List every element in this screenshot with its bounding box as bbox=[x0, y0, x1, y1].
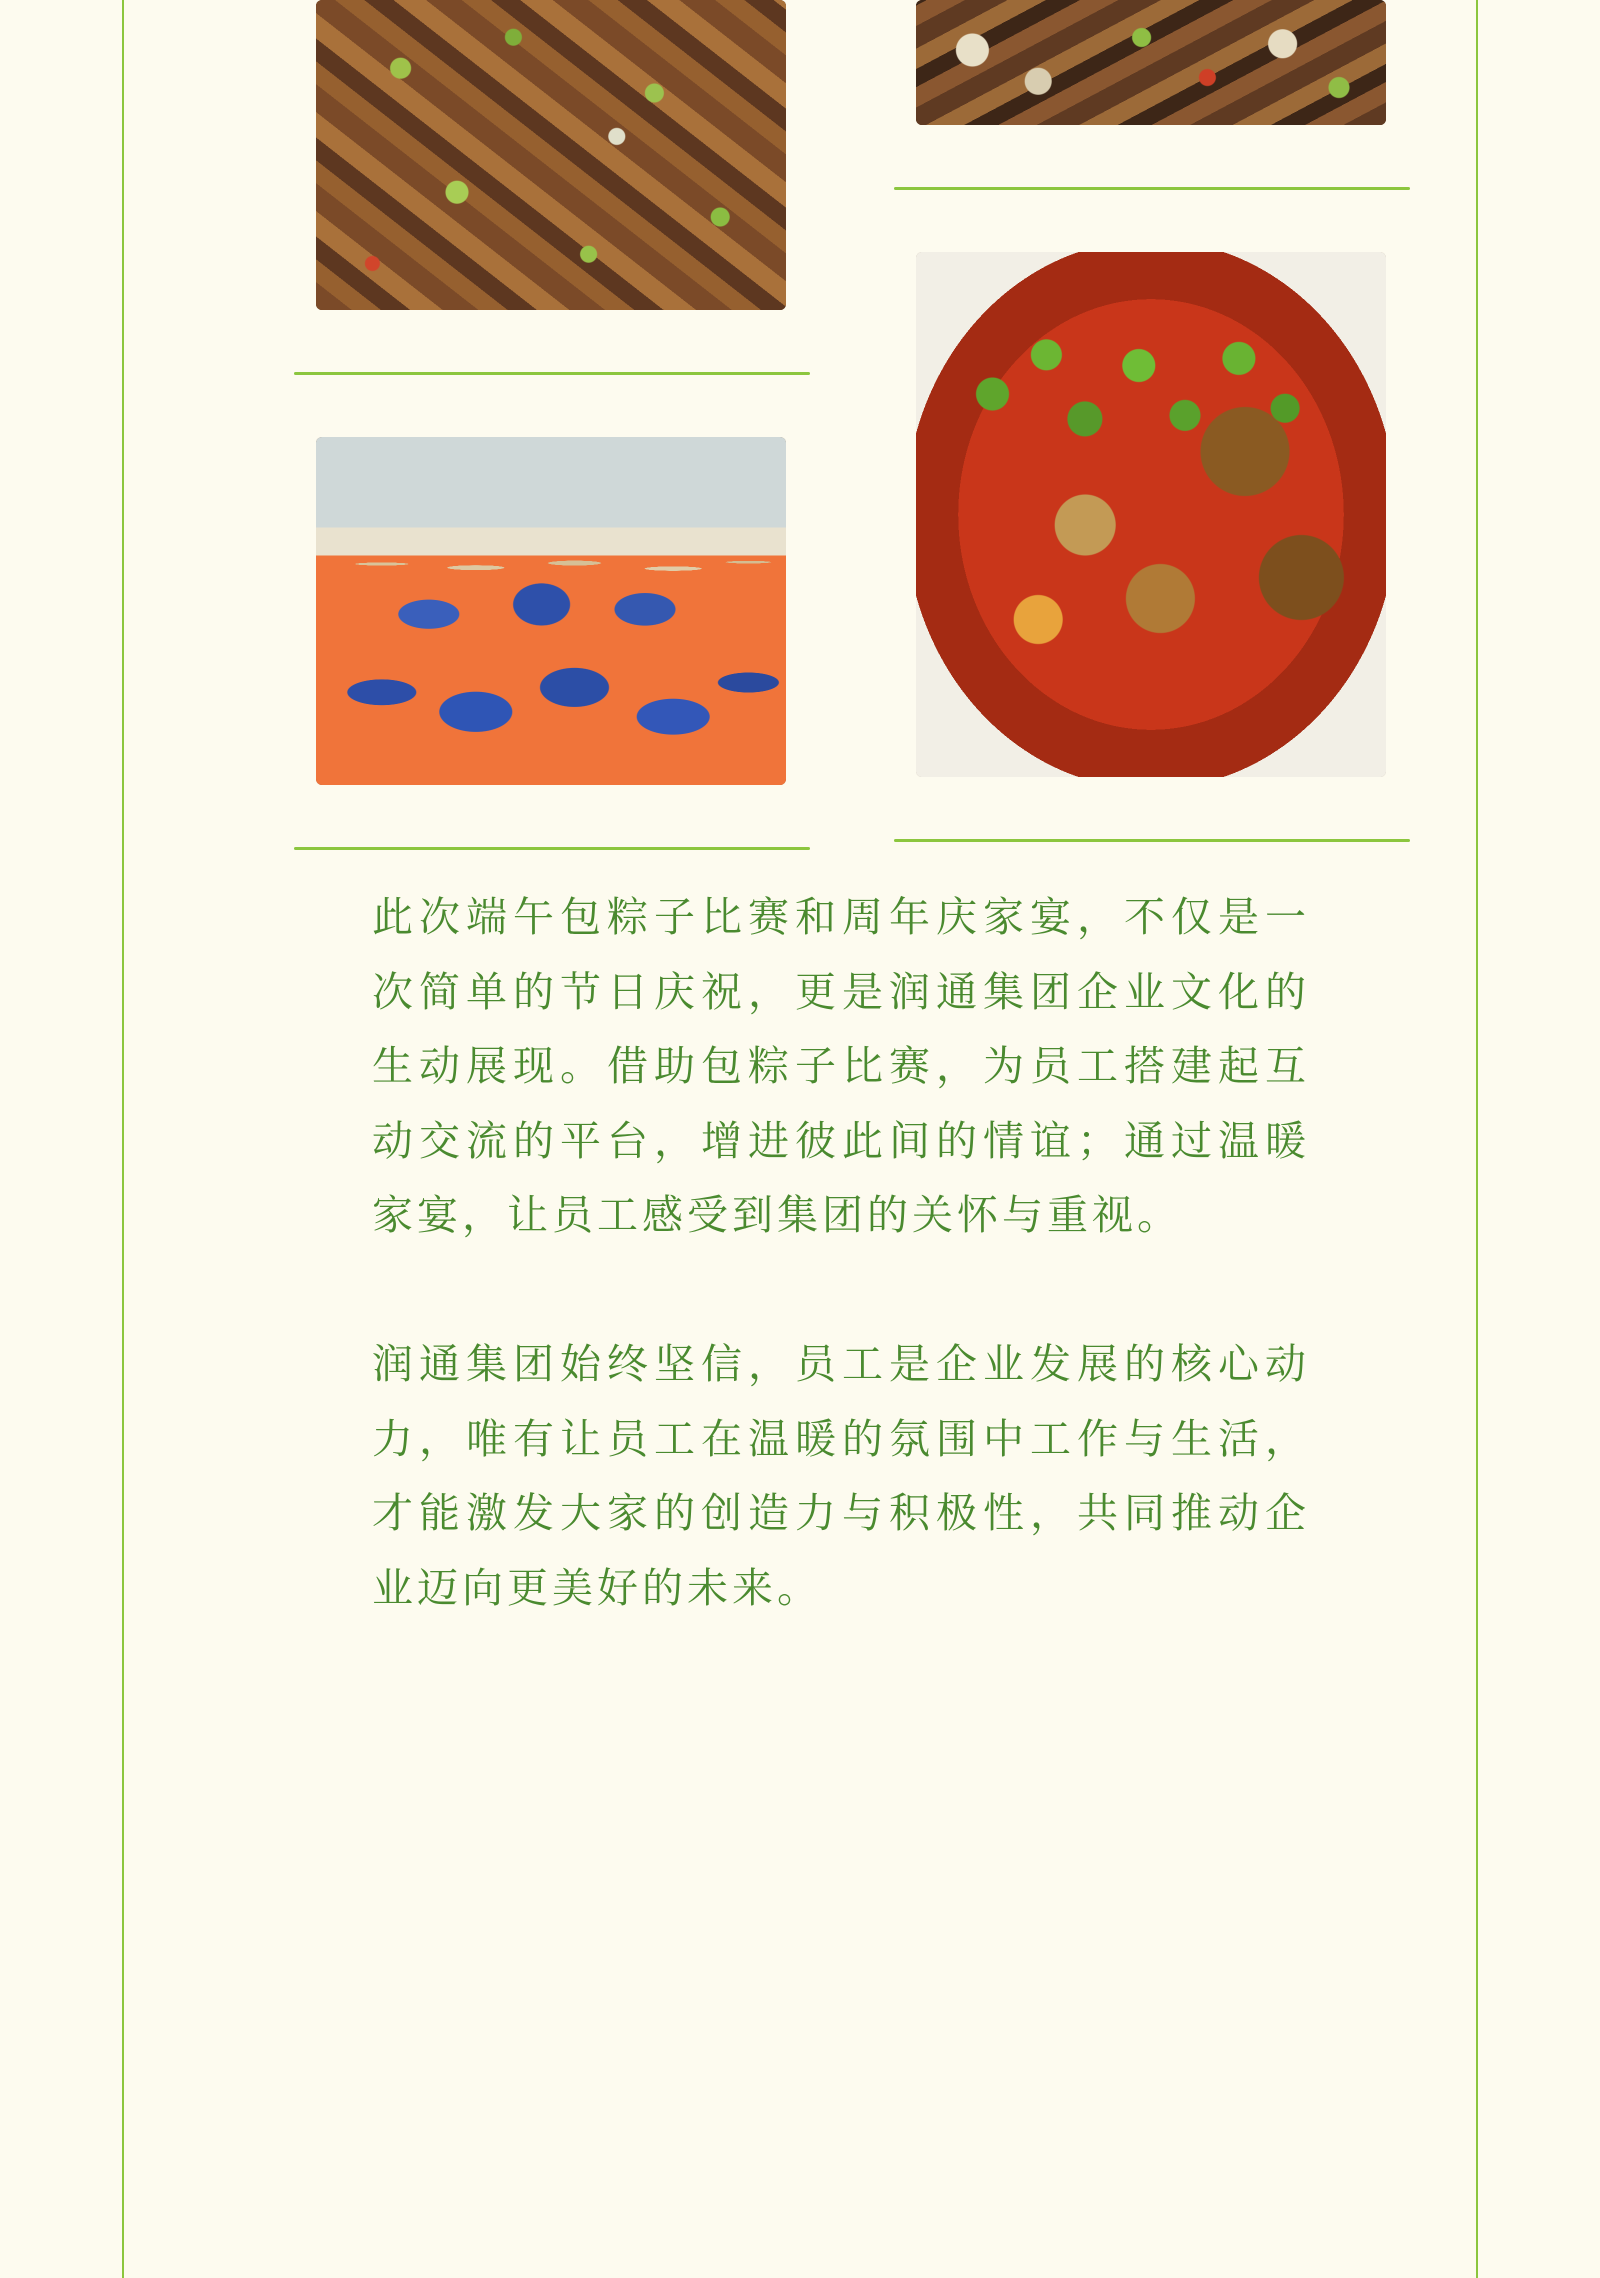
photo-gallery bbox=[210, 0, 1390, 880]
left-vertical-rule bbox=[122, 0, 124, 2278]
paragraph-1: 此次端午包粽子比赛和周年庆家宴，不仅是一次简单的节日庆祝，更是润通集团企业文化的生动展现。借助包粽子比赛，为员工搭建起互动交流的平台，增进彼此间的情谊；通过温暖家宴，让员工感受到集团的关怀与重视。 bbox=[372, 894, 1310, 1239]
article-body bbox=[290, 880, 1310, 1625]
divider-right-lower bbox=[894, 839, 1410, 842]
paragraph-2: 润通集团始终坚信，员工是企业发展的核心动力，唯有让员工在温暖的氛围中工作与生活，才能激发大家的创造力与积极性，共同推动企业迈向更美好的未来。 bbox=[372, 1341, 1310, 1611]
photo-column-right bbox=[894, 0, 1410, 842]
braised-noodle-bowl-photo bbox=[916, 252, 1386, 777]
photo-column-left bbox=[294, 0, 810, 850]
divider-left-lower bbox=[294, 847, 810, 850]
right-vertical-rule bbox=[1476, 0, 1478, 2278]
divider-left-upper bbox=[294, 372, 810, 375]
pepsi-drink-cups-photo bbox=[316, 437, 786, 785]
pepsi-cups-image-art bbox=[316, 437, 786, 785]
noodle-bowl-image-art bbox=[916, 252, 1386, 777]
content-column bbox=[210, 0, 1390, 1625]
clams-image-art bbox=[916, 0, 1386, 125]
stir-fried-meat-with-garlic-scapes-photo bbox=[316, 0, 786, 310]
stir-fried-clams-photo bbox=[916, 0, 1386, 125]
stir-fry-image-art bbox=[316, 0, 786, 310]
divider-right-upper bbox=[894, 187, 1410, 190]
